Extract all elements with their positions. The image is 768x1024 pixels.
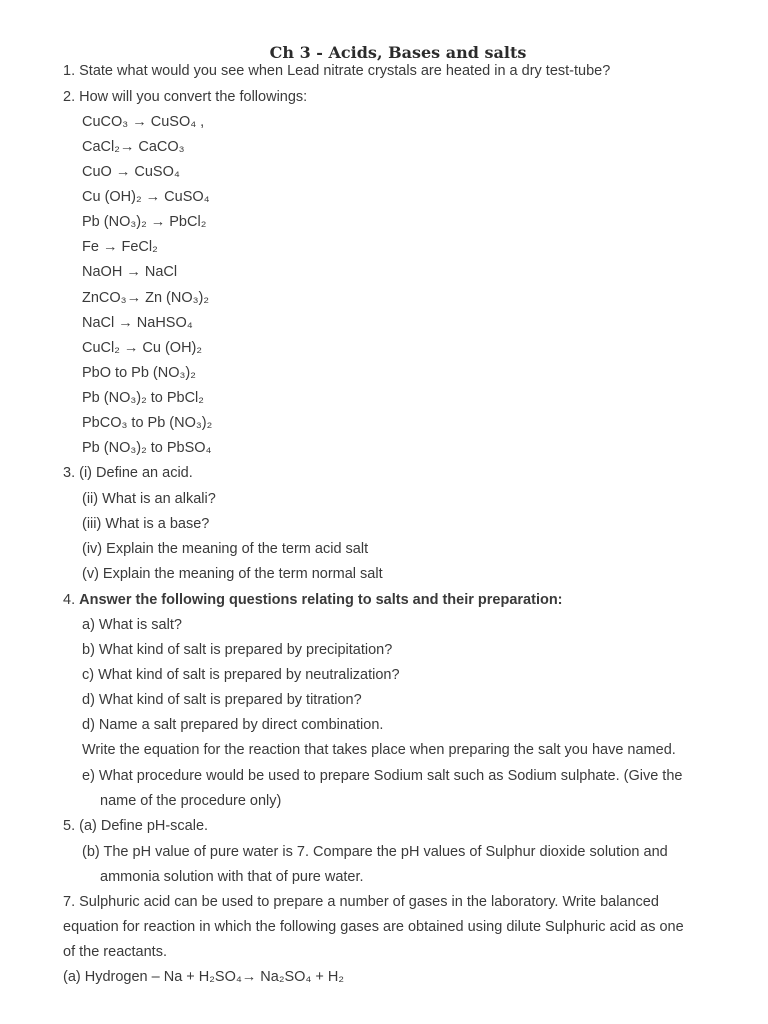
conversion-item: Pb (NO₃)₂ to PbCl₂: [82, 390, 204, 406]
sub-question: (v) Explain the meaning of the term normal salt: [82, 566, 383, 582]
conversion-item: PbO to Pb (NO₃)₂: [82, 365, 196, 381]
sub-question: (iii) What is a base?: [82, 516, 210, 532]
question-number: 4.: [63, 592, 80, 608]
question-7-continued: equation for reaction in which the following gases are obtained using dilute Sulphuric acid as one: [63, 919, 684, 935]
conversion-item: PbCO₃ to Pb (NO₃)₂: [82, 415, 213, 431]
sub-question: e) What procedure would be used to prepare Sodium salt such as Sodium sulphate. (Give the: [82, 768, 683, 784]
sub-question: c) What kind of salt is prepared by neutralization?: [82, 667, 400, 683]
conversion-item: NaOH → NaCl: [82, 264, 178, 280]
sub-question: (a) Hydrogen – Na + H₂SO₄→ Na₂SO₄ + H₂: [63, 969, 344, 985]
sub-question: (ii) What is an alkali?: [82, 491, 216, 507]
conversion-item: CuCl₂ → Cu (OH)₂: [82, 340, 203, 356]
conversion-item: CuO → CuSO₄: [82, 164, 180, 180]
conversion-item: CaCl₂→ CaCO₃: [82, 139, 185, 155]
conversion-item: Pb (NO₃)₂ to PbSO₄: [82, 440, 212, 456]
page-title: Ch 3 - Acids, Bases and salts: [269, 43, 527, 62]
conversion-item: Fe → FeCl₂: [82, 239, 158, 255]
question-7: 7. Sulphuric acid can be used to prepare a number of gases in the laboratory. Write balanced: [63, 894, 659, 910]
question-4: [63, 590, 563, 610]
question-4-heading: Answer the following questions relating to salts and their preparation:: [79, 592, 563, 608]
sub-question: (iv) Explain the meaning of the term acid salt: [82, 541, 369, 557]
sub-question: Write the equation for the reaction that takes place when preparing the salt you have named.: [82, 742, 676, 758]
question-5: 5. (a) Define pH-scale.: [63, 818, 209, 834]
sub-question: a) What is salt?: [82, 617, 182, 633]
sub-question: d) What kind of salt is prepared by titration?: [82, 692, 362, 708]
conversion-item: NaCl → NaHSO₄: [82, 315, 193, 331]
sub-question-continued: name of the procedure only): [100, 793, 282, 809]
conversion-item: CuCO₃ → CuSO₄ ,: [82, 114, 205, 130]
sub-question: d) Name a salt prepared by direct combination.: [82, 717, 384, 733]
question-3: 3. (i) Define an acid.: [63, 465, 193, 481]
question-1: 1. State what would you see when Lead nitrate crystals are heated in a dry test-tube?: [63, 63, 611, 79]
question-7-continued: of the reactants.: [63, 944, 167, 960]
sub-question: b) What kind of salt is prepared by precipitation?: [82, 642, 393, 658]
sub-question: (b) The pH value of pure water is 7. Compare the pH values of Sulphur dioxide solution and: [82, 844, 668, 860]
conversion-item: ZnCO₃→ Zn (NO₃)₂: [82, 290, 209, 306]
question-2: 2. How will you convert the followings:: [63, 89, 308, 105]
sub-question-continued: ammonia solution with that of pure water.: [100, 869, 364, 885]
conversion-item: Cu (OH)₂ → CuSO₄: [82, 189, 210, 205]
conversion-item: Pb (NO₃)₂ → PbCl₂: [82, 214, 207, 230]
